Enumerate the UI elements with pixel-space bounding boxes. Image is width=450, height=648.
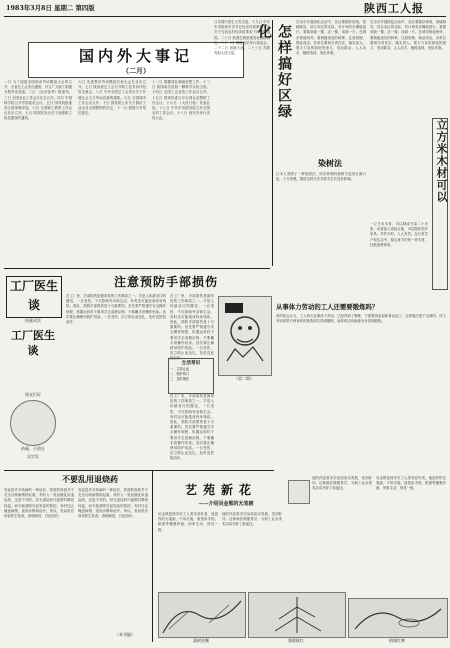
vertical-column-body: 一立方米木材，可以制成书桌二十多张，或者加工成胶合板，可以制作很多家具。节约木材，人人有责。在日常生产和生活中，要注意节约每一块木材，杜绝浪费现象。 (370, 222, 428, 247)
section-label-2: 朋友们好 (25, 392, 41, 397)
editorial-body: 在全市开展绿化活动中，各区要搞好规划，因地制宜，结合本区的实际，有计划有步骤地进行。要做到栽一棵，活一棵，成林一片。在城市街道两旁，要栽植适宜的树种，注意管理，保证成活。各单位要划分责任区，落实到人。要大力宣传绿化的意义，发动群众，人人动手，植树造林，美化环境。 (296, 20, 366, 56)
artwork-1-drawing (159, 593, 245, 637)
left-caption: 热量，小团社 (21, 446, 45, 451)
art-subtitle: ——介绍吴金熊的无笔画 (198, 501, 254, 507)
section-logo-art-2: 工厂医生谈 (11, 329, 55, 357)
tree-dye-title: 染树法 (318, 158, 342, 168)
portrait-seal-image (10, 400, 56, 446)
art-title: 艺苑新花 (184, 483, 257, 497)
artwork-2-image (248, 592, 346, 638)
tree-dye-body: 日本人发明了一种染树法，用各种颜料使树木变得五颜六色，十分美观。据说这种方法对树木生长没有影响。 (276, 172, 366, 182)
vertical-column-title: 立方米木材可以 (435, 119, 448, 203)
editorial-title: 怎样搞好区绿化 (256, 24, 292, 120)
fever-body-cont: 发烧是许多疾病的一种症状，热度的高低并不完全反映病情的轻重。有的人一发烧就乱用退烧药，这是不对的。因为退烧药只能暂时降低体温，而不能消除引起发烧的原因，有时还会掩盖病情，延误诊断和治疗。所以，发烧时应该请医生检查，查明病因，对症治疗。 (78, 488, 148, 519)
art-divider (152, 470, 153, 642)
events-column-2: 六日 先进集体劳动模范代表大会在北京召开。七日 陕西省总工会召开职工技术协作经验交流会。八日 中华全国总工会发出关于开展社会主义劳动竞赛的通知。九日 全国城市工作会议召开。十日 国务院公布关于搞好工业企业全面整顿的决定。十一日 我国与安哥拉建交。 (78, 80, 146, 116)
cartoon-illustration (218, 296, 272, 376)
fever-body: 发烧是许多疾病的一种症状，热度的高低并不完全反映病情的轻重。有的人一发烧就乱用退烧药，这是不对的。因为退烧药只能暂时降低体温，而不能消除引起发烧的原因，有时还会掩盖病情，延误诊断和治疗。所以，发烧时应该请医生检查，查明病因，对症治疗。 (4, 488, 74, 519)
art-body-right: 他的作品曾多次参加省市美展，受到好评。这种画法简便易学，为职工业余美术活动开辟了新途径。 (312, 476, 372, 491)
artwork-3-caption: 榕湖红鲤 (389, 638, 405, 643)
labor-body: 有的同志认为，工人每天从事体力劳动，已经得到了锻炼，不需要再参加体育活动了。这种看法是不全面的。体力劳动常常只使身体的某些部位得到锻炼，而体育活动能使全身得到锻炼。 (276, 314, 446, 324)
first-aid-line-1: 一、立即止血 (170, 367, 190, 371)
left-byline: 吴宗发 (27, 454, 39, 459)
artwork-2-caption: 董桃桃红 (288, 638, 304, 643)
events-title: 国内外大事记 (78, 47, 193, 65)
masthead: 陕西工人报 (364, 2, 424, 15)
bottom-rule (4, 470, 274, 471)
fever-byline: （本刊编） (115, 632, 135, 637)
artwork-3-drawing (349, 599, 447, 637)
artist-portrait (288, 480, 310, 504)
events-column-3: 十二日 胡耀邦在湖南视察工作。十三日 我国成功发射一颗科学实验卫星。十四日 全国工会宣传工作会议召开。十五日 国家经委召开全国企业整顿工作会议。十六日 《人民日报》发表社论。十七日 中共中央国务院召开全国农村工作会议。十八日 西安市举行庆祝大会。 (152, 80, 210, 121)
issue-date: 1983年3月8日 星期二 第四版 (6, 4, 95, 12)
artwork-1-caption: 栗树金鹰 (193, 638, 209, 643)
feature-title: 注意预防手部损伤 (113, 275, 218, 289)
cartoon-caption: （第二期） (234, 376, 254, 381)
section-logo-art: 工厂医生谈 (6, 276, 62, 318)
artwork-2-drawing (249, 593, 345, 637)
first-aid-line-3: 三、及时就医 (170, 377, 190, 381)
art-body: 吴金熊是西安市工人美术爱好者，他创作的无笔画，不用毛笔，而是用手指、纸团等蘸墨作画，形象生动，别具一格。 (158, 512, 218, 532)
events-subtitle: （二月） (122, 66, 150, 75)
first-aid-title: 生活常识 (181, 361, 201, 366)
first-aid-box (168, 358, 214, 394)
editorial-body-cont: 在全市开展绿化活动中，各区要搞好规划，因地制宜，结合本区的实际，有计划有步骤地进行。要做到栽一棵，活一棵，成林一片。在城市街道两旁，要栽植适宜的树种，注意管理，保证成活。各单位要划分责任区，落实到人。要大力宣传绿化的意义，发动群众，人人动手，植树造林，美化环境。 (370, 20, 446, 51)
events-banner (28, 42, 244, 78)
feature-body: 在工厂里，手部损伤是最常见的工伤事故之一。手是人体最灵巧的器官，一旦受伤，不仅影响劳动和生活，有时还可能造成终身残疾。因此，预防手部损伤是十分重要的。首先要严格遵守安全操作规程，机器运转时不要用手去清理杂物，不要戴手套操作钻床。其次要正确使用防护用品。一旦受伤，应立即止血包扎，及时送医院治疗。 (66, 294, 166, 325)
art-body-right-2: 吴金熊是西安市工人美术爱好者，他创作的无笔画，不用毛笔，而是用手指、纸团等蘸墨作画，形象生动，别具一格。 (376, 476, 446, 491)
feature-body-tail: 在工厂里，手部损伤是最常见的工伤事故之一。手是人体最灵巧的器官，一旦受伤，不仅影响劳动和生活，有时还可能造成终身残疾。因此，预防手部损伤是十分重要的。首先要严格遵守安全操作规程，机器运转时不要用手去清理杂物，不要戴手套操作钻床。其次要正确使用防护用品。一旦受伤，应立即止血包扎，及时送医院治疗。 (170, 394, 214, 461)
vertical-column-box (432, 118, 448, 290)
events-column-1: 一日 为了迎接全国和省劳动模范大会的召开，全省总工会发出通知，号召广大职工积极开展劳动竞赛。二日 《经济参考》报创刊。三日 全国农业工作会议在京召开。四日 中国科学院召开学部委员会议。五日 国务院批准成立国家海洋局。六日 全国职工教育工作会议在京召开。七日 国务院发出关于加强职工队伍建设的通知。 (4, 80, 72, 121)
labor-title: 从事体力劳动的工人还需要锻炼吗？ (276, 303, 379, 311)
events-column-4: 日本国内发生大雪灾害。十九日 中共中央批转中央书记处农村政策研究室关于当前农村经济政策若干问题的通知。二十日 美国总统里根发表国情咨文。二十一日 香港市民举行欢迎会。二十二日 西德大选。二十三日 苏联发射人造卫星。 (214, 20, 270, 56)
fever-title: 不要乱用退烧药 (62, 474, 118, 484)
cartoon-drawing (219, 297, 271, 375)
section-rule (4, 268, 270, 269)
section-logo-label: 热量试读 (25, 318, 41, 323)
feature-body-cont: 在工厂里，手部损伤是最常见的工伤事故之一。手是人体最灵巧的器官，一旦受伤，不仅影响劳动和生活，有时还可能造成终身残疾。因此，预防手部损伤是十分重要的。首先要严格遵守安全操作规程，机器运转时不要用手去清理杂物，不要戴手套操作钻床。其次要正确使用防护用品。一旦受伤，应立即止血包扎，及时送医院治疗。 (170, 294, 214, 361)
first-aid-line-2: 二、保护伤口 (170, 372, 190, 376)
artwork-1-image (158, 592, 246, 638)
column-divider (272, 20, 273, 266)
art-body-cont: 他的作品曾多次参加省市美展，受到好评。这种画法简便易学，为职工业余美术活动开辟了新途径。 (222, 512, 282, 527)
header-rule (4, 16, 446, 17)
artwork-3-image (348, 598, 448, 638)
